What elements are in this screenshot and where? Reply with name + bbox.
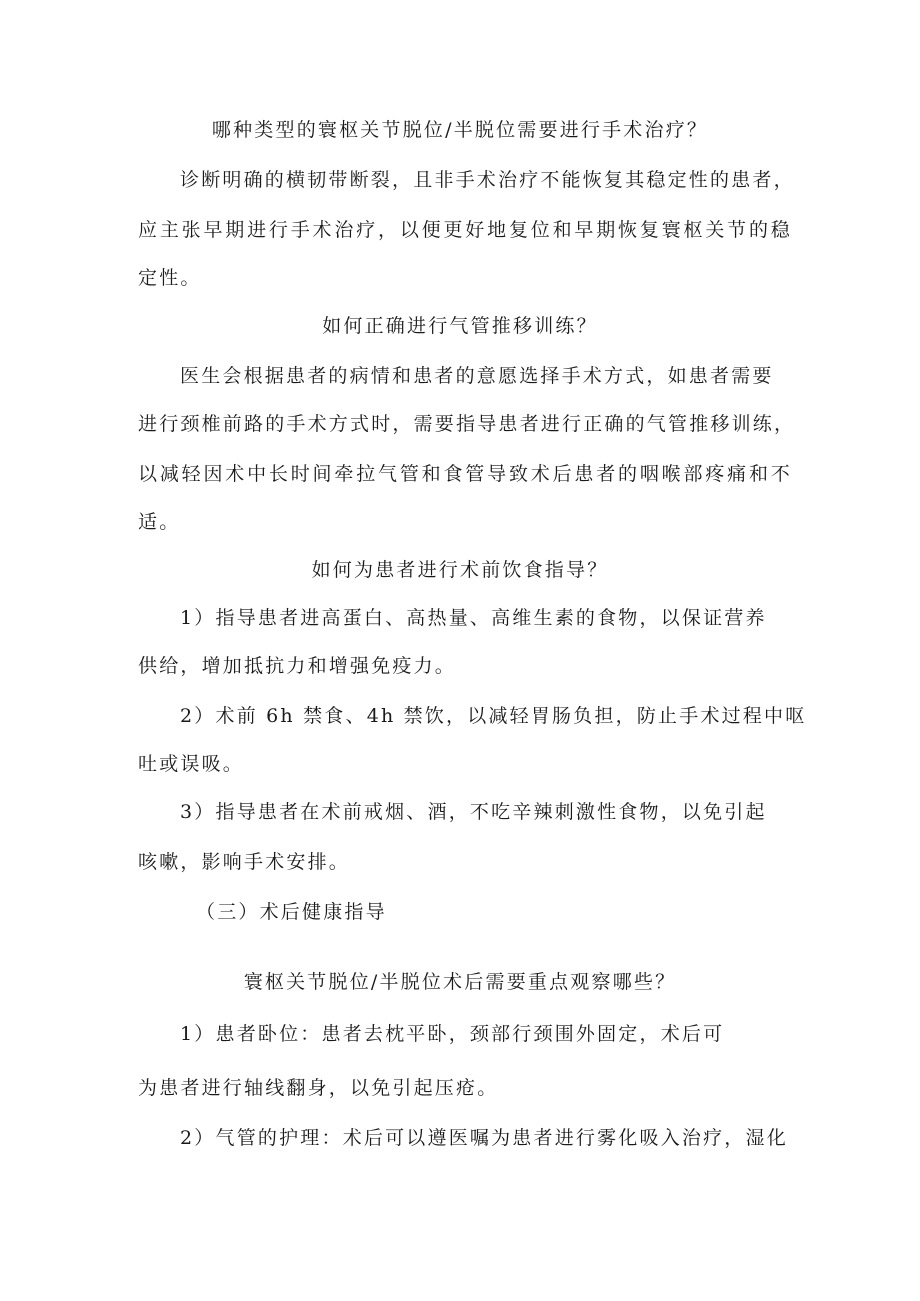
paragraph-line: 以减轻因术中长时间牵拉气管和食管导致术后患者的咽喉部疼痛和不	[138, 463, 792, 485]
paragraph-line: 适。	[138, 511, 181, 533]
paragraph-line: 定性。	[138, 267, 202, 289]
list-item-line: 3）指导患者在术前戒烟、酒，不吃辛辣刺激性食物，以免引起	[180, 801, 767, 823]
question-title-preop-diet: 如何为患者进行术前饮食指导？	[311, 559, 609, 581]
paragraph-line: 医生会根据患者的病情和患者的意愿选择手术方式，如患者需要	[180, 365, 774, 387]
list-item-line: 咳嗽，影响手术安排。	[138, 851, 351, 873]
section-heading-postop: （三）术后健康指导	[196, 901, 387, 923]
paragraph-line: 进行颈椎前路的手术方式时，需要指导患者进行正确的气管推移训练，	[138, 413, 796, 435]
question-title-surgery-types: 哪种类型的寰枢关节脱位/半脱位需要进行手术治疗？	[211, 119, 709, 141]
list-item-line: 1）指导患者进高蛋白、高热量、高维生素的食物，以保证营养	[180, 607, 767, 629]
list-item-line: 供给，增加抵抗力和增强免疫力。	[138, 655, 457, 677]
list-item-line: 2）术前 6h 禁食、4h 禁饮，以减轻胃肠负担，防止手术过程中呕	[180, 705, 807, 727]
question-title-tracheal-training: 如何正确进行气管推移训练？	[322, 315, 598, 337]
list-item-line: 1）患者卧位：患者去枕平卧，颈部行颈围外固定，术后可	[180, 1023, 725, 1045]
list-item-line: 吐或误吸。	[138, 753, 245, 775]
paragraph-line: 诊断明确的横韧带断裂，且非手术治疗不能恢复其稳定性的患者，	[180, 169, 795, 191]
list-item-line: 为患者进行轴线翻身，以免引起压疮。	[138, 1077, 499, 1099]
question-title-postop-observation: 寰枢关节脱位/半脱位术后需要重点观察哪些？	[243, 971, 677, 993]
paragraph-line: 应主张早期进行手术治疗，以便更好地复位和早期恢复寰枢关节的稳	[138, 219, 792, 241]
list-item-line: 2）气管的护理：术后可以遵医嘱为患者进行雾化吸入治疗，湿化	[180, 1127, 788, 1149]
